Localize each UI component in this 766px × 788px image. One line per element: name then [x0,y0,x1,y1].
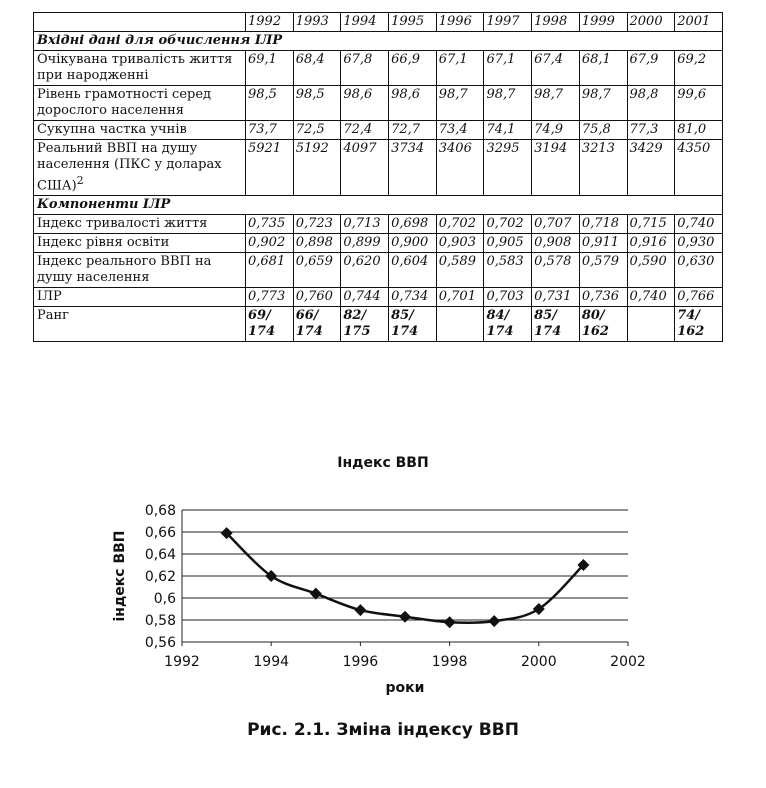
value-cell: 0,930 [675,234,723,253]
value-cell: 0,620 [341,253,389,288]
value-cell: 0,736 [579,288,627,307]
row-label-cell [34,307,246,342]
row-label-cell [34,86,246,121]
value-cell: 74/ 162 [675,307,723,342]
value-cell: 5921 [246,140,294,196]
value-cell: 69/ 174 [246,307,294,342]
row-label: Індекс рівня освіти [37,235,170,251]
data-point-marker [488,615,500,627]
value-cell: 3194 [532,140,580,196]
value-cell: 98,7 [484,86,532,121]
row-label-cell [34,253,246,288]
value-cell: 98,6 [341,86,389,121]
value-cell: 0,760 [293,288,341,307]
section-inputs-row [34,32,723,51]
value-cell: 74,9 [532,121,580,140]
y-tick-label: 0,64 [144,547,176,563]
data-point-marker [444,616,456,628]
table-row [34,288,723,307]
value-cell: 0,898 [293,234,341,253]
row-label-cell [34,140,246,196]
value-cell: 67,1 [484,51,532,86]
value-cell: 5192 [293,140,341,196]
value-cell: 98,5 [246,86,294,121]
row-label-cell [34,288,246,307]
value-cell: 66/ 174 [293,307,341,342]
value-cell: 0,744 [341,288,389,307]
row-label: ІЛР [37,289,62,305]
value-cell: 4350 [675,140,723,196]
value-cell: 98,7 [436,86,484,121]
value-cell: 0,902 [246,234,294,253]
year-header-cell: 2001 [675,13,723,32]
value-cell: 0,734 [389,288,437,307]
row-label: Ранг [37,308,69,324]
y-tick-label: 0,58 [144,613,176,629]
x-tick-label: 1996 [342,654,379,670]
value-cell: 0,715 [627,215,675,234]
value-cell: 0,604 [389,253,437,288]
value-cell: 3734 [389,140,437,196]
value-cell: 85/ 174 [532,307,580,342]
value-cell: 0,702 [484,215,532,234]
value-cell: 98,8 [627,86,675,121]
gdp-index-line-chart [100,490,660,710]
table-row [34,307,723,342]
value-cell: 69,2 [675,51,723,86]
value-cell: 0,740 [627,288,675,307]
value-cell: 98,6 [389,86,437,121]
year-header-cell: 1994 [341,13,389,32]
value-cell: 0,900 [389,234,437,253]
value-cell: 0,703 [484,288,532,307]
value-cell: 3429 [627,140,675,196]
value-cell: 68,4 [293,51,341,86]
row-label-cell [34,234,246,253]
value-cell: 75,8 [579,121,627,140]
row-label-cell [34,121,246,140]
table-row [34,215,723,234]
value-cell: 73,4 [436,121,484,140]
value-cell: 0,701 [436,288,484,307]
value-cell: 0,578 [532,253,580,288]
data-point-marker [399,611,411,623]
x-tick-label: 1992 [164,654,200,670]
value-cell [627,307,675,342]
value-cell: 0,773 [246,288,294,307]
x-axis-label: роки [385,680,425,696]
row-label: Індекс тривалості життя [37,216,208,232]
value-cell: 73,7 [246,121,294,140]
value-cell: 74,1 [484,121,532,140]
value-cell: 0,731 [532,288,580,307]
value-cell: 72,5 [293,121,341,140]
value-cell: 0,735 [246,215,294,234]
year-header-cell: 1998 [532,13,580,32]
value-cell: 0,899 [341,234,389,253]
x-tick-label: 2002 [610,654,646,670]
value-cell: 0,702 [436,215,484,234]
chart-title: Індекс ВВП [337,455,429,471]
row-label: Рівень грамотності серед дорослого населення [37,87,212,118]
value-cell: 3295 [484,140,532,196]
table-row [34,121,723,140]
table-row [34,51,723,86]
value-cell: 0,713 [341,215,389,234]
row-label-cell [34,215,246,234]
year-header-cell: 1997 [484,13,532,32]
value-cell: 67,4 [532,51,580,86]
value-cell: 66,9 [389,51,437,86]
value-cell: 3406 [436,140,484,196]
y-axis-label: індекс ВВП [112,530,128,622]
value-cell: 69,1 [246,51,294,86]
year-header-cell: 1995 [389,13,437,32]
value-cell: 99,6 [675,86,723,121]
value-cell: 0,579 [579,253,627,288]
value-cell: 81,0 [675,121,723,140]
value-cell: 0,908 [532,234,580,253]
year-header-cell: 1999 [579,13,627,32]
value-cell: 68,1 [579,51,627,86]
value-cell: 3213 [579,140,627,196]
value-cell: 85/ 174 [389,307,437,342]
y-tick-label: 0,56 [144,635,176,651]
value-cell: 98,7 [532,86,580,121]
value-cell: 67,9 [627,51,675,86]
row-label: Індекс реального ВВП на душу населення [37,254,212,286]
value-cell [436,307,484,342]
value-cell: 0,681 [246,253,294,288]
section-components-row-label: Компоненти ІЛР [34,196,723,215]
x-tick-label: 1994 [253,654,290,670]
table-row [34,234,723,253]
value-cell: 77,3 [627,121,675,140]
value-cell: 0,903 [436,234,484,253]
data-point-marker [354,604,366,616]
value-cell: 0,707 [532,215,580,234]
value-cell: 0,723 [293,215,341,234]
y-tick-label: 0,62 [144,569,176,585]
table-row [34,140,723,196]
row-label-footnote: 2 [76,174,84,187]
value-cell: 84/ 174 [484,307,532,342]
value-cell: 82/ 175 [341,307,389,342]
row-label: Сукупна частка учнів [37,122,187,137]
x-tick-label: 1998 [431,654,468,670]
value-cell: 0,698 [389,215,437,234]
value-cell: 0,740 [675,215,723,234]
y-tick-label: 0,6 [153,591,176,607]
value-cell: 98,5 [293,86,341,121]
year-header-cell: 1992 [246,13,294,32]
value-cell: 0,905 [484,234,532,253]
y-tick-label: 0,68 [144,503,176,519]
table-header-row [34,13,723,32]
row-label: Очікувана тривалість життя при народженні [37,52,233,83]
value-cell: 0,583 [484,253,532,288]
header-blank-cell [34,13,246,32]
section-components-row [34,196,723,215]
value-cell: 98,7 [579,86,627,121]
row-label-cell [34,51,246,86]
value-cell: 0,916 [627,234,675,253]
value-cell: 0,590 [627,253,675,288]
value-cell: 67,8 [341,51,389,86]
value-cell: 0,630 [675,253,723,288]
hdi-data-table [33,12,723,342]
section-inputs-row-label: Вхідні дані для обчислення ІЛР [34,32,723,51]
year-header-cell: 2000 [627,13,675,32]
value-cell: 80/ 162 [579,307,627,342]
value-cell: 0,659 [293,253,341,288]
value-cell: 0,718 [579,215,627,234]
value-cell: 72,7 [389,121,437,140]
table-row [34,253,723,288]
y-tick-label: 0,66 [144,525,176,541]
year-header-cell: 1993 [293,13,341,32]
value-cell: 67,1 [436,51,484,86]
value-cell: 4097 [341,140,389,196]
row-label: Реальний ВВП на душу населення (ПКС у доларах США) [37,141,222,194]
value-cell: 0,911 [579,234,627,253]
value-cell: 72,4 [341,121,389,140]
value-cell: 0,766 [675,288,723,307]
table-row [34,86,723,121]
figure-caption: Рис. 2.1. Зміна індексу ВВП [247,720,519,740]
year-header-cell: 1996 [436,13,484,32]
value-cell: 0,589 [436,253,484,288]
gdp-index-series-line [227,533,584,623]
x-tick-label: 2000 [520,654,557,670]
